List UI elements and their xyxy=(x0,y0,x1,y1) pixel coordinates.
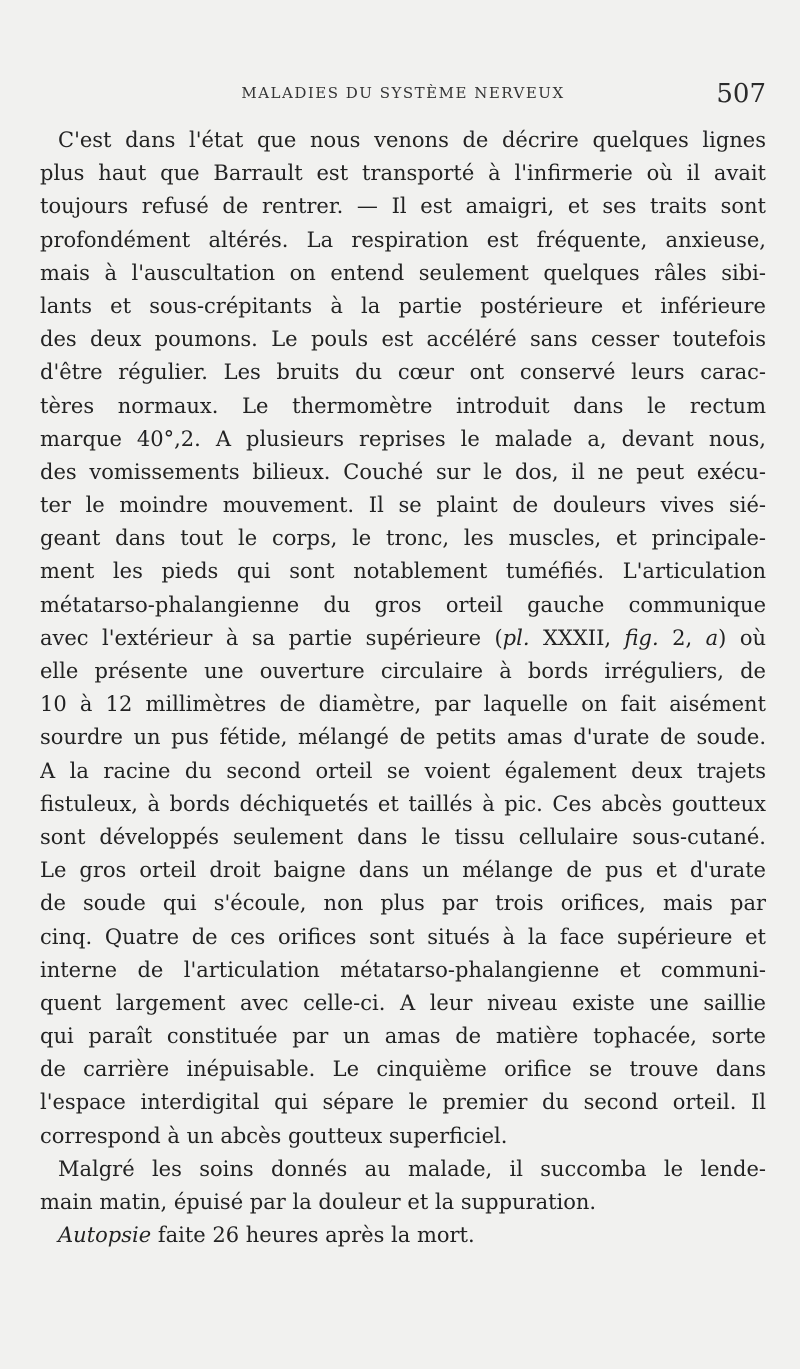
text-line: sourdre un pus fétide, mélangé de petits amas d'urate de soude. xyxy=(40,725,766,750)
text-line: qui paraît constituée par un amas de matière tophacée, sorte xyxy=(40,1024,766,1049)
text-line: ment les pieds qui sont notablement tuméfiés. L'articulation xyxy=(40,559,766,584)
text-line: de soude qui s'écoule, non plus par trois orifices, mais par xyxy=(40,891,766,916)
text-line: plus haut que Barrault est transporté à l'infirmerie où il avait xyxy=(40,161,766,186)
text-line: de carrière inépuisable. Le cinquième orifice se trouve dans xyxy=(40,1057,766,1082)
text-line: 10 à 12 millimètres de diamètre, par laquelle on fait aisément xyxy=(40,692,766,717)
text-line: Le gros orteil droit baigne dans un mélange de pus et d'urate xyxy=(40,858,766,883)
text-line: sont développés seulement dans le tissu cellulaire sous-cutané. xyxy=(40,824,766,849)
text-line: profondément altérés. La respiration est fréquente, anxieuse, xyxy=(40,227,766,252)
text-line: tères normaux. Le thermomètre introduit dans le rectum xyxy=(40,393,766,418)
page-number: 507 xyxy=(716,79,766,109)
text-line: Autopsie faite 26 heures après la mort. xyxy=(58,1223,475,1248)
text-line: geant dans tout le corps, le tronc, les muscles, et principale- xyxy=(40,526,766,551)
text-line: correspond à un abcès goutteux superficiel. xyxy=(40,1123,508,1148)
text-line: main matin, épuisé par la douleur et la suppuration. xyxy=(40,1190,597,1214)
text-line: cinq. Quatre de ces orifices sont situés à la face supérieure et xyxy=(40,924,766,949)
text-line: quent largement avec celle-ci. A leur niveau existe une saillie xyxy=(40,990,766,1015)
text-line: ter le moindre mouvement. Il se plaint de douleurs vives sié- xyxy=(40,493,766,518)
text-line: d'être régulier. Les bruits du cœur ont conservé leurs carac- xyxy=(40,360,766,385)
text-line: lants et sous-crépitants à la partie postérieure et inférieure xyxy=(40,293,766,318)
text-line: des vomissements bilieux. Couché sur le dos, il ne peut exécu- xyxy=(40,459,766,484)
text-line: toujours refusé de rentrer. — Il est amaigri, et ses traits sont xyxy=(40,194,766,219)
text-line: A la racine du second orteil se voient également deux trajets xyxy=(40,758,766,783)
text-line: des deux poumons. Le pouls est accéléré sans cesser toutefois xyxy=(40,327,766,352)
text-line: C'est dans l'état que nous venons de décrire quelques lignes xyxy=(58,128,766,152)
running-title: MALADIES DU SYSTÈME NERVEUX xyxy=(241,84,565,102)
text-line: mais à l'auscultation on entend seulement quelques râles sibi- xyxy=(40,260,766,285)
text-line: elle présente une ouverture circulaire à bords irréguliers, de xyxy=(40,659,766,683)
running-head xyxy=(40,79,766,114)
body-text xyxy=(40,124,766,1252)
text-line: métatarso-phalangienne du gros orteil gauche communique xyxy=(40,592,766,617)
text-line: l'espace interdigital qui sépare le premier du second orteil. Il xyxy=(40,1090,766,1115)
text-line: interne de l'articulation métatarso-phalangienne et communi- xyxy=(40,957,766,982)
text-line: marque 40°,2. A plusieurs reprises le malade a, devant nous, xyxy=(40,426,766,451)
text-line: fistuleux, à bords déchiquetés et taillés à pic. Ces abcès goutteux xyxy=(40,791,766,816)
text-line: avec l'extérieur à sa partie supérieure (pl. XXXII, fig. 2, a) où xyxy=(40,625,766,650)
text-line: Malgré les soins donnés au malade, il succomba le lende- xyxy=(58,1156,766,1181)
